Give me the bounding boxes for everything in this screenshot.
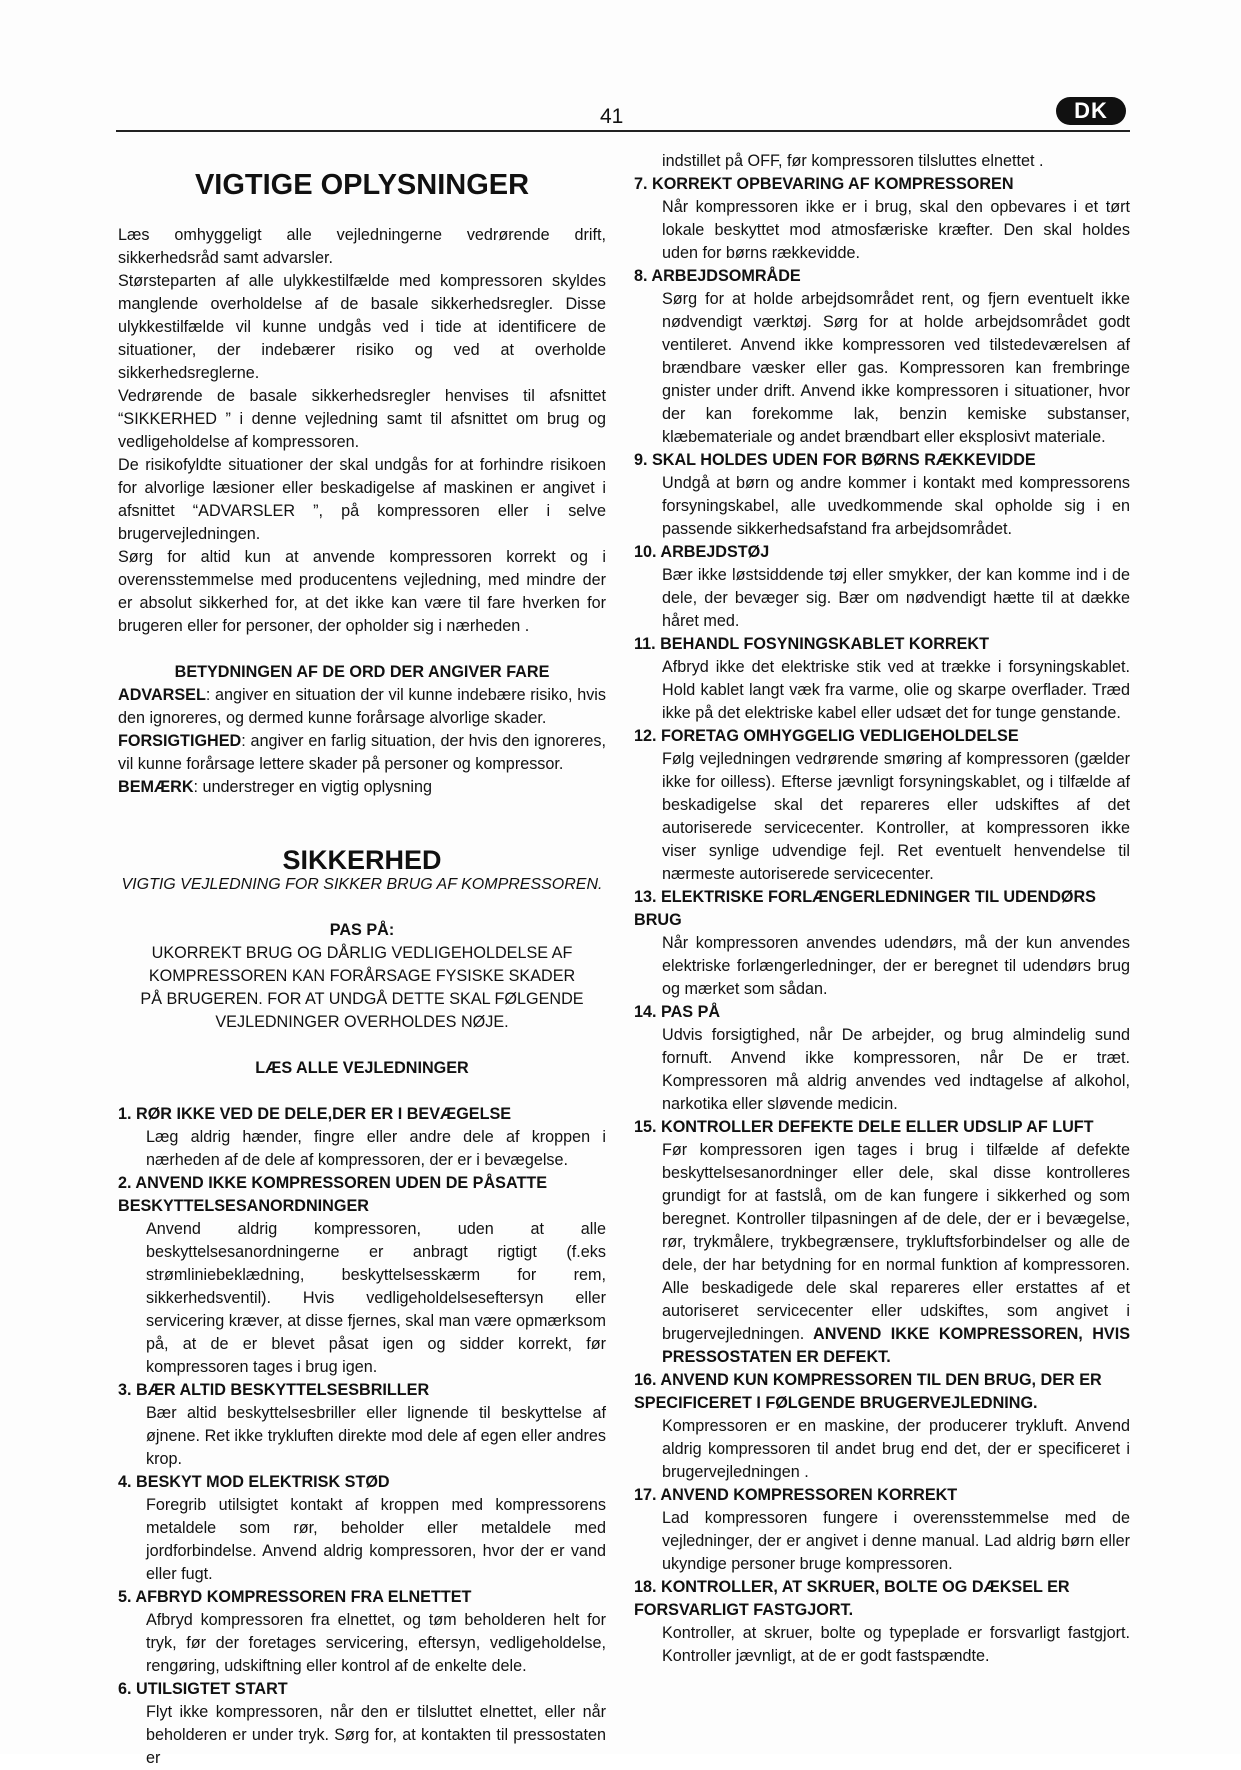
safety-item-title: 12. FORETAG OMHYGGELIG VEDLIGEHOLDELSE	[634, 727, 1019, 745]
safety-item-body: Udvis forsigtighed, når De arbejder, og brug almindelig sund fornuft. Anvend ikke kompressoren, når De er træt. Kompressoren må aldrig anvendes ved indtagelse af alkohol, narkotika eller sløvende medicin.	[662, 1026, 1130, 1113]
safety-item-title: 17. ANVEND KOMPRESSOREN KORREKT	[634, 1486, 958, 1504]
safety-item-title: 13. ELEKTRISKE FORLÆNGERLEDNINGER TIL UDENDØRS BRUG	[634, 888, 1096, 929]
safety-item-title: 11. BEHANDL FOSYNINGSKABLET KORREKT	[634, 635, 989, 653]
safety-item-title: 5. AFBRYD KOMPRESSOREN FRA ELNETTET	[118, 1588, 472, 1606]
danger-term: FORSIGTIGHED	[118, 732, 242, 750]
caution-heading: PAS PÅ:	[329, 921, 395, 939]
safety-item-body: Før kompressoren igen tages i brug i tilfælde af defekte beskyttelsesanordninger eller dele, skal disse kontrolleres grundigt for at fastslå, om de kan fungere i sikkerhed og som beregnet. Kontroller tilpasningen af de dele, der er i bevægelse, rør, trykmålere, trykbegrænsere, trykluftsforbindelser og alle de dele, der har betydning for en normal funktion af kompressoren. Alle beskadigede dele skal repareres eller erstattes af et autoriseret servicecenter eller udskiftes, som angivet i brugervejledningen. ANVEND IKKE KOMPRESSOREN, HVIS PRESSOSTATEN ER DEFEKT.	[662, 1141, 1130, 1366]
safety-item-body: Sørg for at holde arbejdsområdet rent, og fjern eventuelt ikke nødvendigt værktøj. Sørg for at holde arbejdsområdet godt ventileret. Anvend ikke kompressoren ved tilstedeværelsen af brændbare væsker eller gas. Kompressoren kan frembringe gnister under drift. Anvend ikke kompressoren i situationer, hvor der kan forekomme lak, benzin kemiske substanser, klæbemateriale og andet brændbart eller eksplosivt materiale.	[662, 290, 1130, 446]
safety-item-title: 7. KORREKT OPBEVARING AF KOMPRESSOREN	[634, 175, 1014, 193]
page-number: 41	[600, 105, 624, 128]
section-title-important-info: VIGTIGE OPLYSNINGER	[194, 169, 530, 201]
safety-item-title: 8. ARBEJDSOMRÅDE	[634, 267, 801, 285]
language-badge: DK	[1056, 97, 1126, 125]
danger-words-heading: BETYDNINGEN AF DE ORD DER ANGIVER FARE	[174, 663, 550, 681]
intro-paragraph: Vedrørende de basale sikkerhedsregler henvises til afsnittet “SIKKERHED ” i denne vejledning samt til afsnittet om brug og vedligeholdelse af kompressoren.	[118, 387, 606, 451]
safety-item-title: 10. ARBEJDSTØJ	[634, 543, 770, 561]
safety-item-title: 15. KONTROLLER DEFEKTE DELE ELLER UDSLIP AF LUFT	[634, 1118, 1094, 1136]
intro-paragraph: De risikofyldte situationer der skal undgås for at forhindre risikoen for alvorlige læsioner eller beskadigelse af maskinen er angivet i afsnittet “ADVARSLER ”, på kompressoren eller i selve brugervejledningen.	[118, 456, 606, 543]
safety-item-body: Lad kompressoren fungere i overensstemmelse med de vejledninger, der er angivet i denne manual. Lad aldrig børn eller ukyndige personer bruge kompressoren.	[662, 1509, 1130, 1573]
safety-item-title: 2. ANVEND IKKE KOMPRESSOREN UDEN DE PÅSATTE BESKYTTELSESANORDNINGER	[118, 1174, 548, 1215]
danger-word-definition: FORSIGTIGHED: angiver en farlig situation, der hvis den ignoreres, vil kunne forårsage lettere skader på personer og kompressor.	[118, 732, 606, 773]
safety-item-body: Når kompressoren ikke er i brug, skal den opbevares i et tørt lokale beskyttet mod atmosfæriske kræfter. Den skal holdes uden for børns rækkevidde.	[662, 198, 1130, 262]
intro-paragraph: Størsteparten af alle ulykkestilfælde med kompressoren skyldes manglende overholdelse af de basale sikkerhedsregler. Disse ulykkestilfælde vil kunne undgås ved i tide at identificere de situationer, der indebærer risiko og ved at overholde sikkerhedsreglerne.	[118, 272, 606, 382]
safety-item-title: 9. SKAL HOLDES UDEN FOR BØRNS RÆKKEVIDDE	[634, 451, 1036, 469]
safety-item-body: Følg vejledningen vedrørende smøring af kompressoren (gælder ikke for oilless). Efterse jævnligt forsyningskablet, og i tilfælde af beskadigelse skal det repareres eller udskiftes af det autoriserede servicecenter. Kontroller, at kompressoren ikke viser synlige udvendige fejl. Ret eventuelt henvendelse til nærmeste autoriserede servicecenter.	[662, 750, 1130, 883]
safety-item-title: 4. BESKYT MOD ELEKTRISK STØD	[118, 1473, 390, 1491]
safety-item-body: Undgå at børn og andre kommer i kontakt med kompressorens forsyningskabel, alle uvedkommende skal opholde sig i en passende sikkerhedsafstand fra arbejdsområdet.	[662, 474, 1130, 538]
intro-paragraph: Læs omhyggeligt alle vejledningerne vedrørende drift, sikkerhedsråd samt advarsler.	[118, 226, 606, 267]
safety-item-title: 18. KONTROLLER, AT SKRUER, BOLTE OG DÆKSEL ER FORSVARLIGT FASTGJORT.	[634, 1578, 1070, 1619]
safety-item-body: Flyt ikke kompressoren, når den er tilsluttet elnettet, eller når beholderen er under tryk. Sørg for, at kontakten til pressostaten er	[146, 1703, 606, 1767]
safety-item-body: Afbryd ikke det elektriske stik ved at trække i forsyningskablet. Hold kablet langt væk fra varme, olie og skarpe overflader. Træd ikke på det elektriske kabel eller udsæt det for tunge genstande.	[662, 658, 1130, 722]
right-column	[634, 150, 1130, 1668]
safety-item-body: Anvend aldrig kompressoren, uden at alle beskyttelsesanordningerne er anbragt rigtigt (f.eks strømliniebeklædning, beskyttelsesskærm for rem, sikkerhedsventil). Hvis vedligeholdelseseftersyn eller servicering kræver, at disse fjernes, skal man være opmærksom på, at de er blevet påsat igen og sidder korrekt, før kompressoren tages i brug igen.	[146, 1220, 606, 1376]
left-column	[118, 150, 606, 1770]
safety-item-body: Bær altid beskyttelsesbriller eller lignende til beskyttelse af øjnene. Ret ikke trykluften direkte mod dele af egen eller andres krop.	[146, 1404, 606, 1468]
read-all-instructions: LÆS ALLE VEJLEDNINGER	[255, 1059, 469, 1077]
safety-item-body: Foregrib utilsigtet kontakt af kroppen med kompressorens metaldele som rør, beholder eller metaldele med jordforbindelse. Anvend aldrig kompressoren, hvor der er vand eller fugt.	[146, 1496, 606, 1583]
continued-text: indstillet på OFF, før kompressoren tilsluttes elnettet .	[662, 152, 1044, 170]
danger-word-definition: ADVARSEL: angiver en situation der vil kunne indebære risiko, hvis den ignoreres, og dermed kunne forårsage alvorlige skader.	[118, 686, 606, 727]
danger-term: ADVARSEL	[118, 686, 206, 704]
danger-word-definition: BEMÆRK: understreger en vigtig oplysning	[118, 778, 433, 796]
caution-text: UKORREKT BRUG OG DÅRLIG VEDLIGEHOLDELSE AF KOMPRESSOREN KAN FORÅRSAGE FYSISKE SKADER PÅ BRUGEREN. FOR AT UNDGÅ DETTE SKAL FØLGENDE VEJLEDNINGER OVERHOLDES NØJE.	[140, 944, 584, 1031]
header-divider	[116, 130, 1130, 132]
safety-item-title: 6. UTILSIGTET START	[118, 1680, 288, 1698]
intro-paragraph: Sørg for altid kun at anvende kompressoren korrekt og i overensstemmelse med producentens vejledning, med mindre der er absolut sikkerhed for, at det ikke kan være til fare hverken for brugeren eller for personer, der opholder sig i nærheden .	[118, 548, 606, 635]
safety-item-title: 1. RØR IKKE VED DE DELE,DER ER I BEVÆGELSE	[118, 1105, 512, 1123]
safety-subtitle: VIGTIG VEJLEDNING FOR SIKKER BRUG AF KOMPRESSOREN.	[121, 876, 603, 893]
safety-item-body: Afbryd kompressoren fra elnettet, og tøm beholderen helt for tryk, før der foretages servicering, eftersyn, vedligeholdelse, rengøring, udskiftning eller kontrol af de enkelte dele.	[146, 1611, 606, 1675]
emphasis-warning: ANVEND IKKE KOMPRESSOREN, HVIS PRESSOSTATEN ER DEFEKT.	[662, 1325, 1130, 1366]
section-title-safety: SIKKERHED	[282, 845, 442, 875]
safety-item-title: 16. ANVEND KUN KOMPRESSOREN TIL DEN BRUG, DER ER SPECIFICERET I FØLGENDE BRUGERVEJLEDNING.	[634, 1371, 1102, 1412]
safety-item-title: 14. PAS PÅ	[634, 1003, 721, 1021]
safety-item-body: Kompressoren er en maskine, der producerer trykluft. Anvend aldrig kompressoren til andet brug end det, der er specificeret i brugervejledningen .	[662, 1417, 1130, 1481]
safety-item-body: Læg aldrig hænder, fingre eller andre dele af kroppen i nærheden af de dele af kompressoren, der er i bevægelse.	[146, 1128, 606, 1169]
safety-item-body: Når kompressoren anvendes udendørs, må der kun anvendes elektriske forlængerledninger, der er beregnet til udendørs brug og mærket som sådan.	[662, 934, 1130, 998]
danger-term: BEMÆRK	[118, 778, 194, 796]
safety-item-body: Bær ikke løstsiddende tøj eller smykker, der kan komme ind i de dele, der bevæger sig. Bær om nødvendigt hætte til at dække håret med.	[662, 566, 1130, 630]
safety-item-title: 3. BÆR ALTID BESKYTTELSESBRILLER	[118, 1381, 430, 1399]
safety-item-body: Kontroller, at skruer, bolte og typeplade er forsvarligt fastgjort. Kontroller jævnligt, at de er godt fastspændte.	[662, 1624, 1130, 1665]
